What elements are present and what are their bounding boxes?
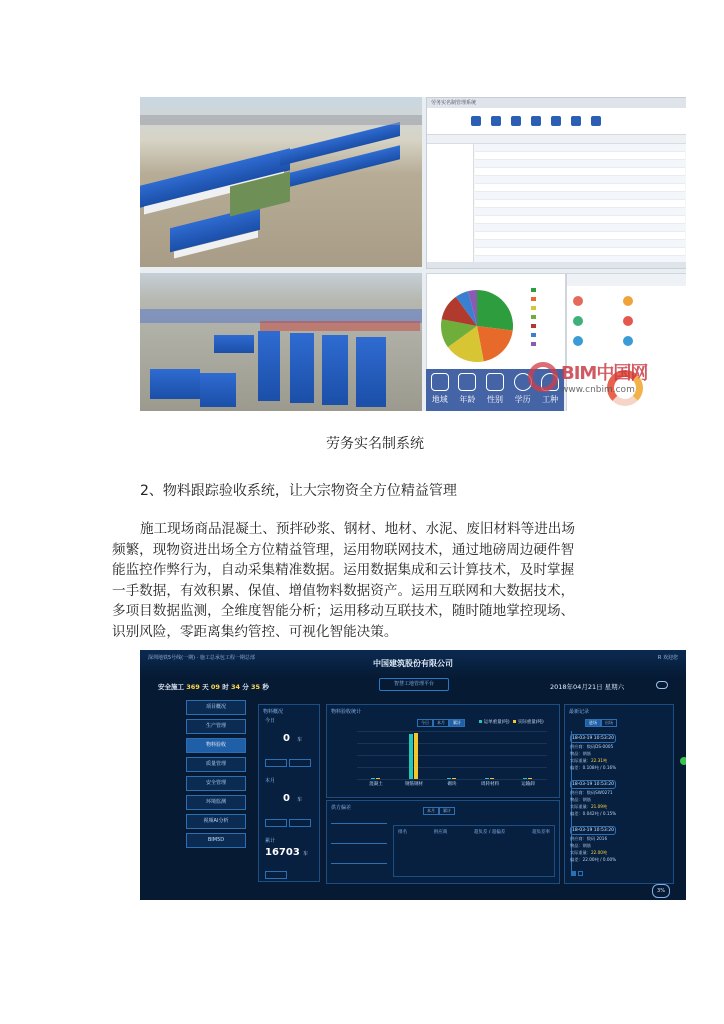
bar-category-label: 砌块 — [447, 782, 457, 787]
pie-legend-swatch — [531, 297, 536, 301]
bar-mark — [490, 778, 494, 779]
sidebar-item-quality[interactable]: 质量管理 — [186, 757, 246, 772]
deviation-table-header: 排名 供应商 超负差 / 超偏差 超负差率 — [398, 830, 550, 835]
sidebar-item-environment[interactable]: 环境监测 — [186, 795, 246, 810]
company-title: 中国建筑股份有限公司 — [373, 659, 453, 668]
deviation-tab-total[interactable]: 累计 — [439, 807, 455, 815]
chart-gridline — [357, 767, 547, 768]
software-filter-bar — [427, 135, 686, 144]
chart-gridline — [357, 755, 547, 756]
pie-slice — [477, 290, 513, 331]
legend-actual: 实际重量(吨) — [517, 720, 544, 725]
sidebar-item-material[interactable]: 物料验收 — [186, 738, 246, 753]
total-detail-button[interactable] — [265, 871, 287, 879]
month-count: 0 — [283, 793, 290, 804]
record-item[interactable]: 18-03-19 10:53:20 供应商：数码SW0271 物品：钢筋 实际重量：21.09吨 偏差：0.042吨 / 0.15% — [570, 782, 617, 816]
realname-software-screenshot — [426, 97, 686, 269]
safe-days: 369 — [186, 683, 200, 691]
section-heading: 2、物料跟踪验收系统，让大宗物资全方位精益管理 — [140, 483, 457, 499]
strip-item-education[interactable]: 学历 — [511, 373, 535, 405]
bar-mark — [523, 778, 527, 779]
bar-mark — [447, 778, 451, 779]
today-detail-button-2[interactable] — [289, 759, 311, 767]
aerial-photo-camp — [140, 97, 422, 267]
software-title-bar: 劳务实名制管理系统 — [427, 98, 686, 108]
paragraph-line: 施工现场商品混凝土、预拌砂浆、钢材、地材、水泥、废旧材料等进出场 — [140, 521, 575, 537]
toolbar-home-icon — [471, 116, 481, 126]
records-pager[interactable] — [571, 871, 591, 877]
material-chart-panel: 物料验收统计 今日 本月 累计 运单重量(吨) 实际重量(吨) 混凝土 钢筋钢材 砌块 周转材料 运输卸 — [326, 704, 560, 798]
latest-records-panel: 最新记录 进场 出场 — [564, 704, 674, 884]
watermark-url: www.cnbim.com — [561, 385, 635, 395]
supplier-deviation-panel: 供方偏差 本月 累计 排名 供应商 超负差 / 超偏差 超负差率 — [326, 800, 560, 884]
tab-today[interactable]: 今日 — [417, 719, 433, 727]
deviation-gauges — [331, 817, 387, 877]
record-item[interactable]: 18-03-19 10:53:20 供应商：数码DS-0005 物品：钢筋 实际重量：22.31吨 偏差：0.108吨 / 0.16% — [570, 736, 617, 770]
bar-mark — [409, 734, 413, 779]
chart-legend — [479, 719, 544, 725]
pie-legend-swatch — [531, 333, 536, 337]
sidebar-item-overview[interactable]: 项目概况 — [186, 700, 246, 715]
sidebar-item-video[interactable]: 视频AI分析 — [186, 814, 246, 829]
software-status-bar — [427, 262, 686, 268]
chart-gridline — [357, 743, 547, 744]
software-toolbar — [427, 108, 686, 135]
sidebar-item-bim5d[interactable]: BIM5D — [186, 833, 246, 848]
deviation-table — [393, 825, 555, 877]
tab-month[interactable]: 本月 — [433, 719, 449, 727]
paragraph-line: 能监控作弊行为，自动采集精准数据。运用数据集成和云计算技术，及时掌握 — [112, 562, 575, 578]
month-label: 本月 — [265, 778, 276, 784]
pie-legend-swatch — [531, 342, 536, 346]
monitor-icon — [458, 373, 476, 391]
worker-stats-pie-panel — [426, 273, 566, 370]
legend-waybill: 运单重量(吨) — [483, 720, 510, 725]
bar-mark — [376, 778, 380, 779]
total-label: 累计 — [265, 838, 276, 844]
pie-legend-swatch — [531, 306, 536, 310]
link-icon — [431, 373, 449, 391]
month-detail-button-2[interactable] — [289, 819, 311, 827]
records-tab-out[interactable]: 出场 — [601, 719, 617, 727]
toolbar-card-icon — [511, 116, 521, 126]
pie-legend-swatch — [531, 324, 536, 328]
watermark-brand: BIM中国网 — [561, 363, 648, 384]
construction-photo-collage — [140, 97, 686, 411]
bar-mark — [414, 733, 418, 779]
material-bar-chart — [357, 731, 547, 779]
platform-badge: 智慧工地管理平台 — [379, 678, 449, 691]
material-overview-panel: 物料概况 今日 0 车 本月 0 车 累计 16703 车 — [258, 704, 320, 882]
month-detail-button[interactable] — [265, 819, 287, 827]
safe-hours: 09 — [210, 683, 220, 691]
record-item[interactable]: 18-03-19 10:53:20 供应商：数码 2016 物品：钢筋 实际重量：22.00吨 偏差：22.00吨 / 0.00% — [570, 828, 617, 862]
records-tab-in[interactable]: 进场 — [585, 719, 601, 727]
pie-legend-swatch — [531, 288, 536, 292]
toolbar-report-icon — [591, 116, 601, 126]
software-tree-panel — [427, 144, 474, 262]
toolbar-chart-icon — [531, 116, 541, 126]
body-paragraph — [112, 519, 622, 642]
corner-percentage-badge: 3% — [652, 884, 670, 898]
worker-pie-chart — [427, 274, 565, 369]
bar-category-label: 混凝土 — [369, 782, 383, 787]
sidebar-item-production[interactable]: 生产管理 — [186, 719, 246, 734]
strip-item-trade[interactable]: 工种 — [538, 373, 562, 405]
sidebar-item-safety[interactable]: 安全管理 — [186, 776, 246, 791]
bar-category-label: 周转材料 — [481, 782, 499, 787]
bar-mark — [452, 778, 456, 779]
chart-gridline — [357, 779, 547, 780]
toolbar-user-icon — [551, 116, 561, 126]
bar-mark — [485, 778, 489, 779]
deviation-tab-month[interactable]: 本月 — [423, 807, 439, 815]
tab-total[interactable]: 累计 — [449, 719, 465, 727]
paragraph-line: 多项目数据监测，全维度智能分析；运用移动互联技术，随时随地掌控现场、 — [112, 603, 575, 619]
strip-item-region[interactable]: 地域 — [428, 373, 452, 405]
paragraph-line: 识别风险，零距离集约管控、可视化智能决策。 — [112, 623, 398, 640]
document-icon — [486, 373, 504, 391]
user-menu[interactable]: R 欢迎您 — [657, 655, 678, 661]
toolbar-gear-icon — [571, 116, 581, 126]
bim-watermark — [528, 359, 647, 395]
safe-seconds: 35 — [251, 683, 261, 691]
safe-minutes: 34 — [230, 683, 240, 691]
paragraph-line: 一手数据，有效积累、保值、增值物料数据资产。运用互联网和大数据技术， — [112, 582, 575, 599]
today-detail-button[interactable] — [265, 759, 287, 767]
toolbar-people-icon — [491, 116, 501, 126]
software-worker-table — [475, 144, 685, 262]
pie-legend-swatch — [531, 315, 536, 319]
total-count: 16703 — [265, 847, 300, 858]
bim-logo-icon — [528, 362, 558, 392]
bar-category-label: 运输卸 — [521, 782, 535, 787]
today-count: 0 — [283, 733, 290, 744]
weather-cloud-icon — [656, 681, 668, 689]
project-selector[interactable]: 深圳地铁5号线(一期) · 施工总承包工程一期总部 — [148, 655, 255, 661]
status-dot — [680, 757, 686, 765]
paragraph-line: 频繁，现物资进出场全方位精益管理，运用物联网技术，通过地磅周边硬件智 — [112, 541, 575, 558]
current-date: 2018年04月21日 星期六 — [550, 683, 625, 691]
today-label: 今日 — [265, 718, 276, 724]
safety-counter: 安全施工 369 天 09 时 34 分 35 秒 — [158, 683, 269, 691]
bar-mark — [528, 778, 532, 779]
chart-gridline — [357, 731, 547, 732]
smart-site-dashboard — [140, 650, 686, 900]
bar-mark — [371, 778, 375, 779]
aerial-photo-site — [140, 273, 422, 411]
photo-caption: 劳务实名制系统 — [326, 436, 424, 452]
bar-category-axis — [357, 781, 547, 789]
bar-category-label: 钢筋钢材 — [405, 782, 423, 787]
strip-item-age[interactable]: 年龄 — [455, 373, 479, 405]
strip-item-gender[interactable]: 性别 — [483, 373, 507, 405]
